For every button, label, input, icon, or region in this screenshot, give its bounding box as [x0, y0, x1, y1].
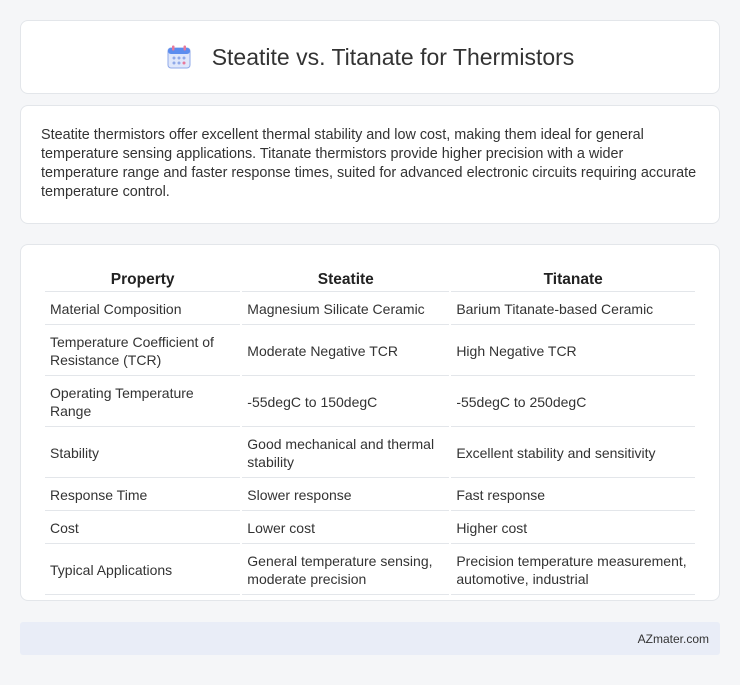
footer-bar: [20, 622, 720, 655]
table-cell-titanate: Precision temperature measurement, automotive, industrial: [451, 546, 695, 595]
table-cell-steatite: General temperature sensing, moderate precision: [242, 546, 449, 595]
table-cell-property: Typical Applications: [45, 546, 240, 595]
table-cell-titanate: Excellent stability and sensitivity: [451, 429, 695, 478]
table-cell-titanate: Fast response: [451, 480, 695, 511]
calendar-icon: [166, 44, 192, 70]
comparison-table: [43, 265, 697, 597]
table-cell-steatite: Magnesium Silicate Ceramic: [242, 294, 449, 325]
table-cell-property: Cost: [45, 513, 240, 544]
page-title: Steatite vs. Titanate for Thermistors: [211, 43, 575, 70]
table-row: [45, 480, 695, 511]
table-cell-property: Temperature Coefficient of Resistance (TCR): [45, 327, 240, 376]
column-header-property: Property: [45, 267, 240, 292]
table-row: [45, 327, 695, 376]
column-header-titanate: Titanate: [451, 267, 695, 292]
table-cell-steatite: Moderate Negative TCR: [242, 327, 449, 376]
table-row: [45, 378, 695, 427]
footer-brand: AZmater.com: [637, 631, 709, 646]
table-row: [45, 513, 695, 544]
table-row: [45, 294, 695, 325]
table-cell-titanate: Higher cost: [451, 513, 695, 544]
table-cell-titanate: -55degC to 250degC: [451, 378, 695, 427]
table-cell-steatite: -55degC to 150degC: [242, 378, 449, 427]
table-cell-property: Stability: [45, 429, 240, 478]
table-header-row: [45, 267, 695, 292]
title-card: [20, 20, 720, 94]
table-row: [45, 429, 695, 478]
table-cell-property: Response Time: [45, 480, 240, 511]
table-cell-titanate: High Negative TCR: [451, 327, 695, 376]
table-cell-property: Operating Temperature Range: [45, 378, 240, 427]
table-cell-titanate: Barium Titanate-based Ceramic: [451, 294, 695, 325]
comparison-table-card: [20, 244, 720, 601]
table-cell-property: Material Composition: [45, 294, 240, 325]
summary-text: Steatite thermistors offer excellent thermal stability and low cost, making them ideal for general temperature sensing applications. Titanate thermistors provide higher precision with a wider temperature range and faster response times, suited for advanced electronic circuits requiring accurate temperature control.: [41, 127, 697, 200]
summary-card: [20, 105, 720, 224]
table-cell-steatite: Slower response: [242, 480, 449, 511]
table-cell-steatite: Good mechanical and thermal stability: [242, 429, 449, 478]
table-cell-steatite: Lower cost: [242, 513, 449, 544]
table-row: [45, 546, 695, 595]
column-header-steatite: Steatite: [242, 267, 449, 292]
